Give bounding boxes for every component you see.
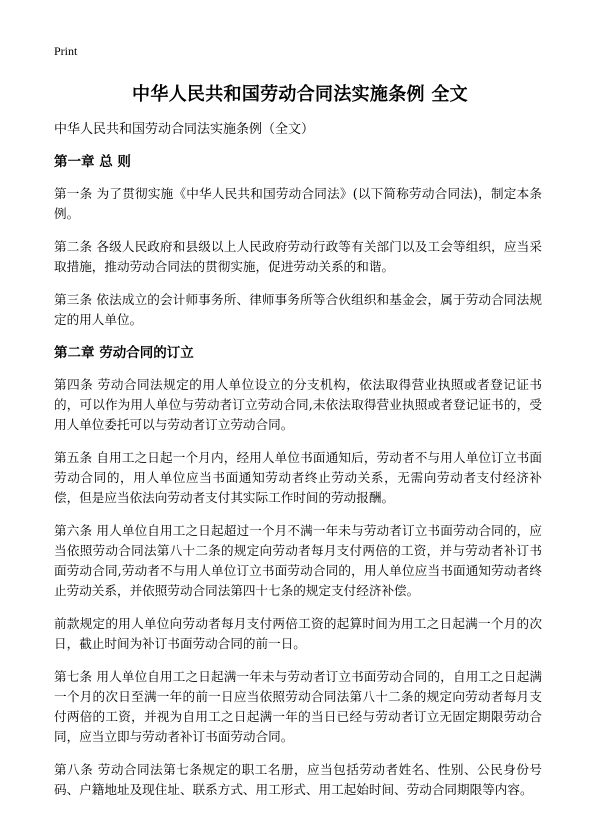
print-link[interactable]: Print	[54, 44, 78, 58]
article-7: 第七条 用人单位自用工之日起满一年未与劳动者订立书面劳动合同的，自用工之日起满一个月的次日至满一年的前一日应当依照劳动合同法第八十二条的规定向劳动者每月支付两倍的工资，并视为自用工之日起满一年的当日已经与劳动者订立无固定期限劳动合同，应当立即与劳动者补订书面劳动合同。	[54, 669, 542, 744]
chapter-heading-2: 第二章 劳动合同的订立	[54, 345, 194, 361]
document-title: 中华人民共和国劳动合同法实施条例 全文	[132, 84, 468, 105]
article-2: 第二条 各级人民政府和县级以上人民政府劳动行政等有关部门以及工会等组织，应当采取措施，推动劳动合同法的贯彻实施，促进劳动关系的和谐。	[54, 239, 542, 274]
article-4: 第四条 劳动合同法规定的用人单位设立的分支机构，依法取得营业执照或者登记证书的，可以作为用人单位与劳动者订立劳动合同,未依法取得营业执照或者登记证书的，受用人单位委托可以与劳动者订立劳动合同。	[54, 377, 542, 432]
document-subtitle: 中华人民共和国劳动合同法实施条例（全文）	[54, 122, 315, 137]
article-5: 第五条 自用工之日起一个月内，经用人单位书面通知后，劳动者不与用人单位订立书面劳动合同的，用人单位应当书面通知劳动者终止劳动关系，无需向劳动者支付经济补偿，但是应当依法向劳动者支付其实际工作时间的劳动报酬。	[54, 450, 542, 505]
article-3: 第三条 依法成立的会计师事务所、律师事务所等合伙组织和基金会，属于劳动合同法规定的用人单位。	[54, 292, 542, 327]
article-1: 第一条 为了贯彻实施《中华人民共和国劳动合同法》(以下简称劳动合同法)，制定本条例。	[54, 186, 542, 221]
article-8: 第八条 劳动合同法第七条规定的职工名册，应当包括劳动者姓名、性别、公民身份号码、户籍地址及现住址、联系方式、用工形式、用工起始时间、劳动合同期限等内容。	[54, 762, 542, 797]
chapter-heading-1: 第一章 总 则	[54, 154, 131, 170]
article-6-paragraph-2: 前款规定的用人单位向劳动者每月支付两倍工资的起算时间为用工之日起满一个月的次日，截止时间为补订书面劳动合同的前一日。	[54, 616, 542, 651]
article-6: 第六条 用人单位自用工之日起超过一个月不满一年未与劳动者订立书面劳动合同的，应当依照劳动合同法第八十二条的规定向劳动者每月支付两倍的工资，并与劳动者补订书面劳动合同,劳动者不与用人单位订立书面劳动合同的，用人单位应当书面通知劳动者终止劳动关系，并依照劳动合同法第四十七条的规定支付经济补偿。	[54, 523, 542, 598]
document-body	[54, 120, 542, 813]
